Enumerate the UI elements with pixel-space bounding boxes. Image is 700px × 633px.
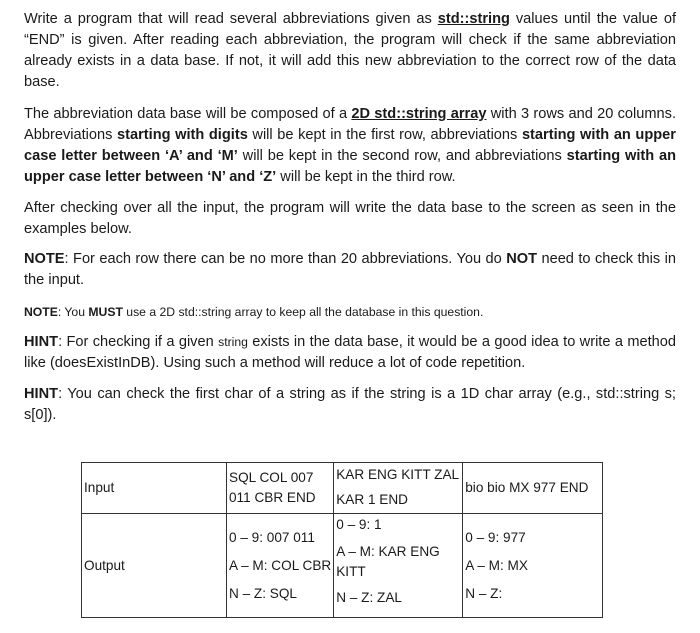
output-label-cell (82, 514, 227, 618)
text: will be kept in the first row, abbreviations (247, 126, 522, 143)
text: : You (57, 305, 89, 320)
a-m-term: starting with an upper case letter between ‘A’ and ‘M’ (24, 126, 676, 164)
cell-line: bio bio MX 977 END (465, 480, 589, 495)
cell-line: A – M: KAR ENG (336, 544, 440, 559)
hint-method (24, 332, 676, 374)
input-label-cell (82, 463, 227, 514)
hint-label: HINT (24, 385, 59, 402)
cell-line: 0 – 9: 1 (336, 517, 382, 532)
note-label: NOTE (24, 305, 58, 320)
text: will be kept in the second row, and abbreviations (237, 147, 567, 164)
string-term: string (218, 334, 248, 349)
table-row-output (82, 514, 603, 618)
table-row-input (82, 463, 603, 514)
text: Write a program that will read several abbreviations given as (24, 10, 438, 27)
cell-line: 011 CBR END (229, 490, 316, 505)
examples-table (81, 462, 603, 618)
cell-line: A – M: MX (465, 557, 528, 573)
cell-line: 0 – 9: 007 011 (229, 529, 315, 545)
text: : You can check the first char of a string as if the string is a 1D char array (e.g., std::string s; s[0]). (24, 385, 676, 423)
example3-input-cell (463, 463, 603, 514)
cell-line: A – M: COL CBR (229, 557, 332, 573)
text: : For each row there can be no more than 20 abbreviations. You do (64, 250, 507, 267)
text: exists in the data base, it would be a good idea to write a method like (doesExistInDB). Using such a method will reduce a lot of code repetition. (24, 333, 676, 371)
not-term: NOT (506, 250, 538, 267)
note-limit (24, 249, 676, 291)
cell-line: KAR 1 END (336, 492, 408, 507)
example1-input-cell (227, 463, 334, 514)
paragraph-database (24, 104, 676, 188)
std-string-term: std::string (437, 10, 510, 27)
paragraph-output: After checking over all the input, the program will write the data base to the screen as seen in the examples below. (24, 199, 676, 237)
text: with 3 rows and 20 columns. Abbreviations (24, 105, 677, 143)
must-term: MUST (88, 305, 123, 320)
cell-line: N – Z: ZAL (336, 590, 402, 605)
text: will be kept in the third row. (276, 168, 456, 185)
cell-line: N – Z: (465, 585, 503, 601)
note-must (24, 303, 676, 321)
text: values until the value of “END” is given. After reading each abbreviation, the program will check if the same abbreviation already exists in a data base. If not, it will add this new abbreviation to the correct row of the data base. (24, 10, 676, 90)
text: need to check this in the input. (24, 250, 676, 288)
digits-term: starting with digits (117, 126, 248, 143)
cell-line: SQL COL 007 (229, 470, 314, 485)
text: : For checking if a given (58, 333, 219, 350)
2d-array-term: 2D std::string array (351, 105, 487, 122)
input-label: Input (84, 480, 115, 495)
output-label: Output (84, 557, 125, 573)
example2-output-cell (334, 514, 463, 618)
cell-line: 0 – 9: 977 (465, 529, 526, 545)
text: The abbreviation data base will be composed of a (24, 105, 352, 122)
example3-output-cell (463, 514, 603, 618)
example1-output-cell (227, 514, 334, 618)
n-z-term: starting with an upper case letter between ‘N’ and ‘Z’ (24, 147, 677, 185)
cell-line: N – Z: SQL (229, 585, 297, 601)
hint-label: HINT (24, 333, 59, 350)
paragraph-intro (24, 9, 676, 93)
note-label: NOTE (24, 250, 65, 267)
cell-line: KITT (336, 564, 366, 579)
hint-first-char (24, 384, 676, 426)
cell-line: KAR ENG KITT ZAL (336, 467, 460, 482)
text: use a 2D std::string array to keep all the database in this question. (122, 305, 484, 320)
example2-input-cell (334, 463, 463, 514)
